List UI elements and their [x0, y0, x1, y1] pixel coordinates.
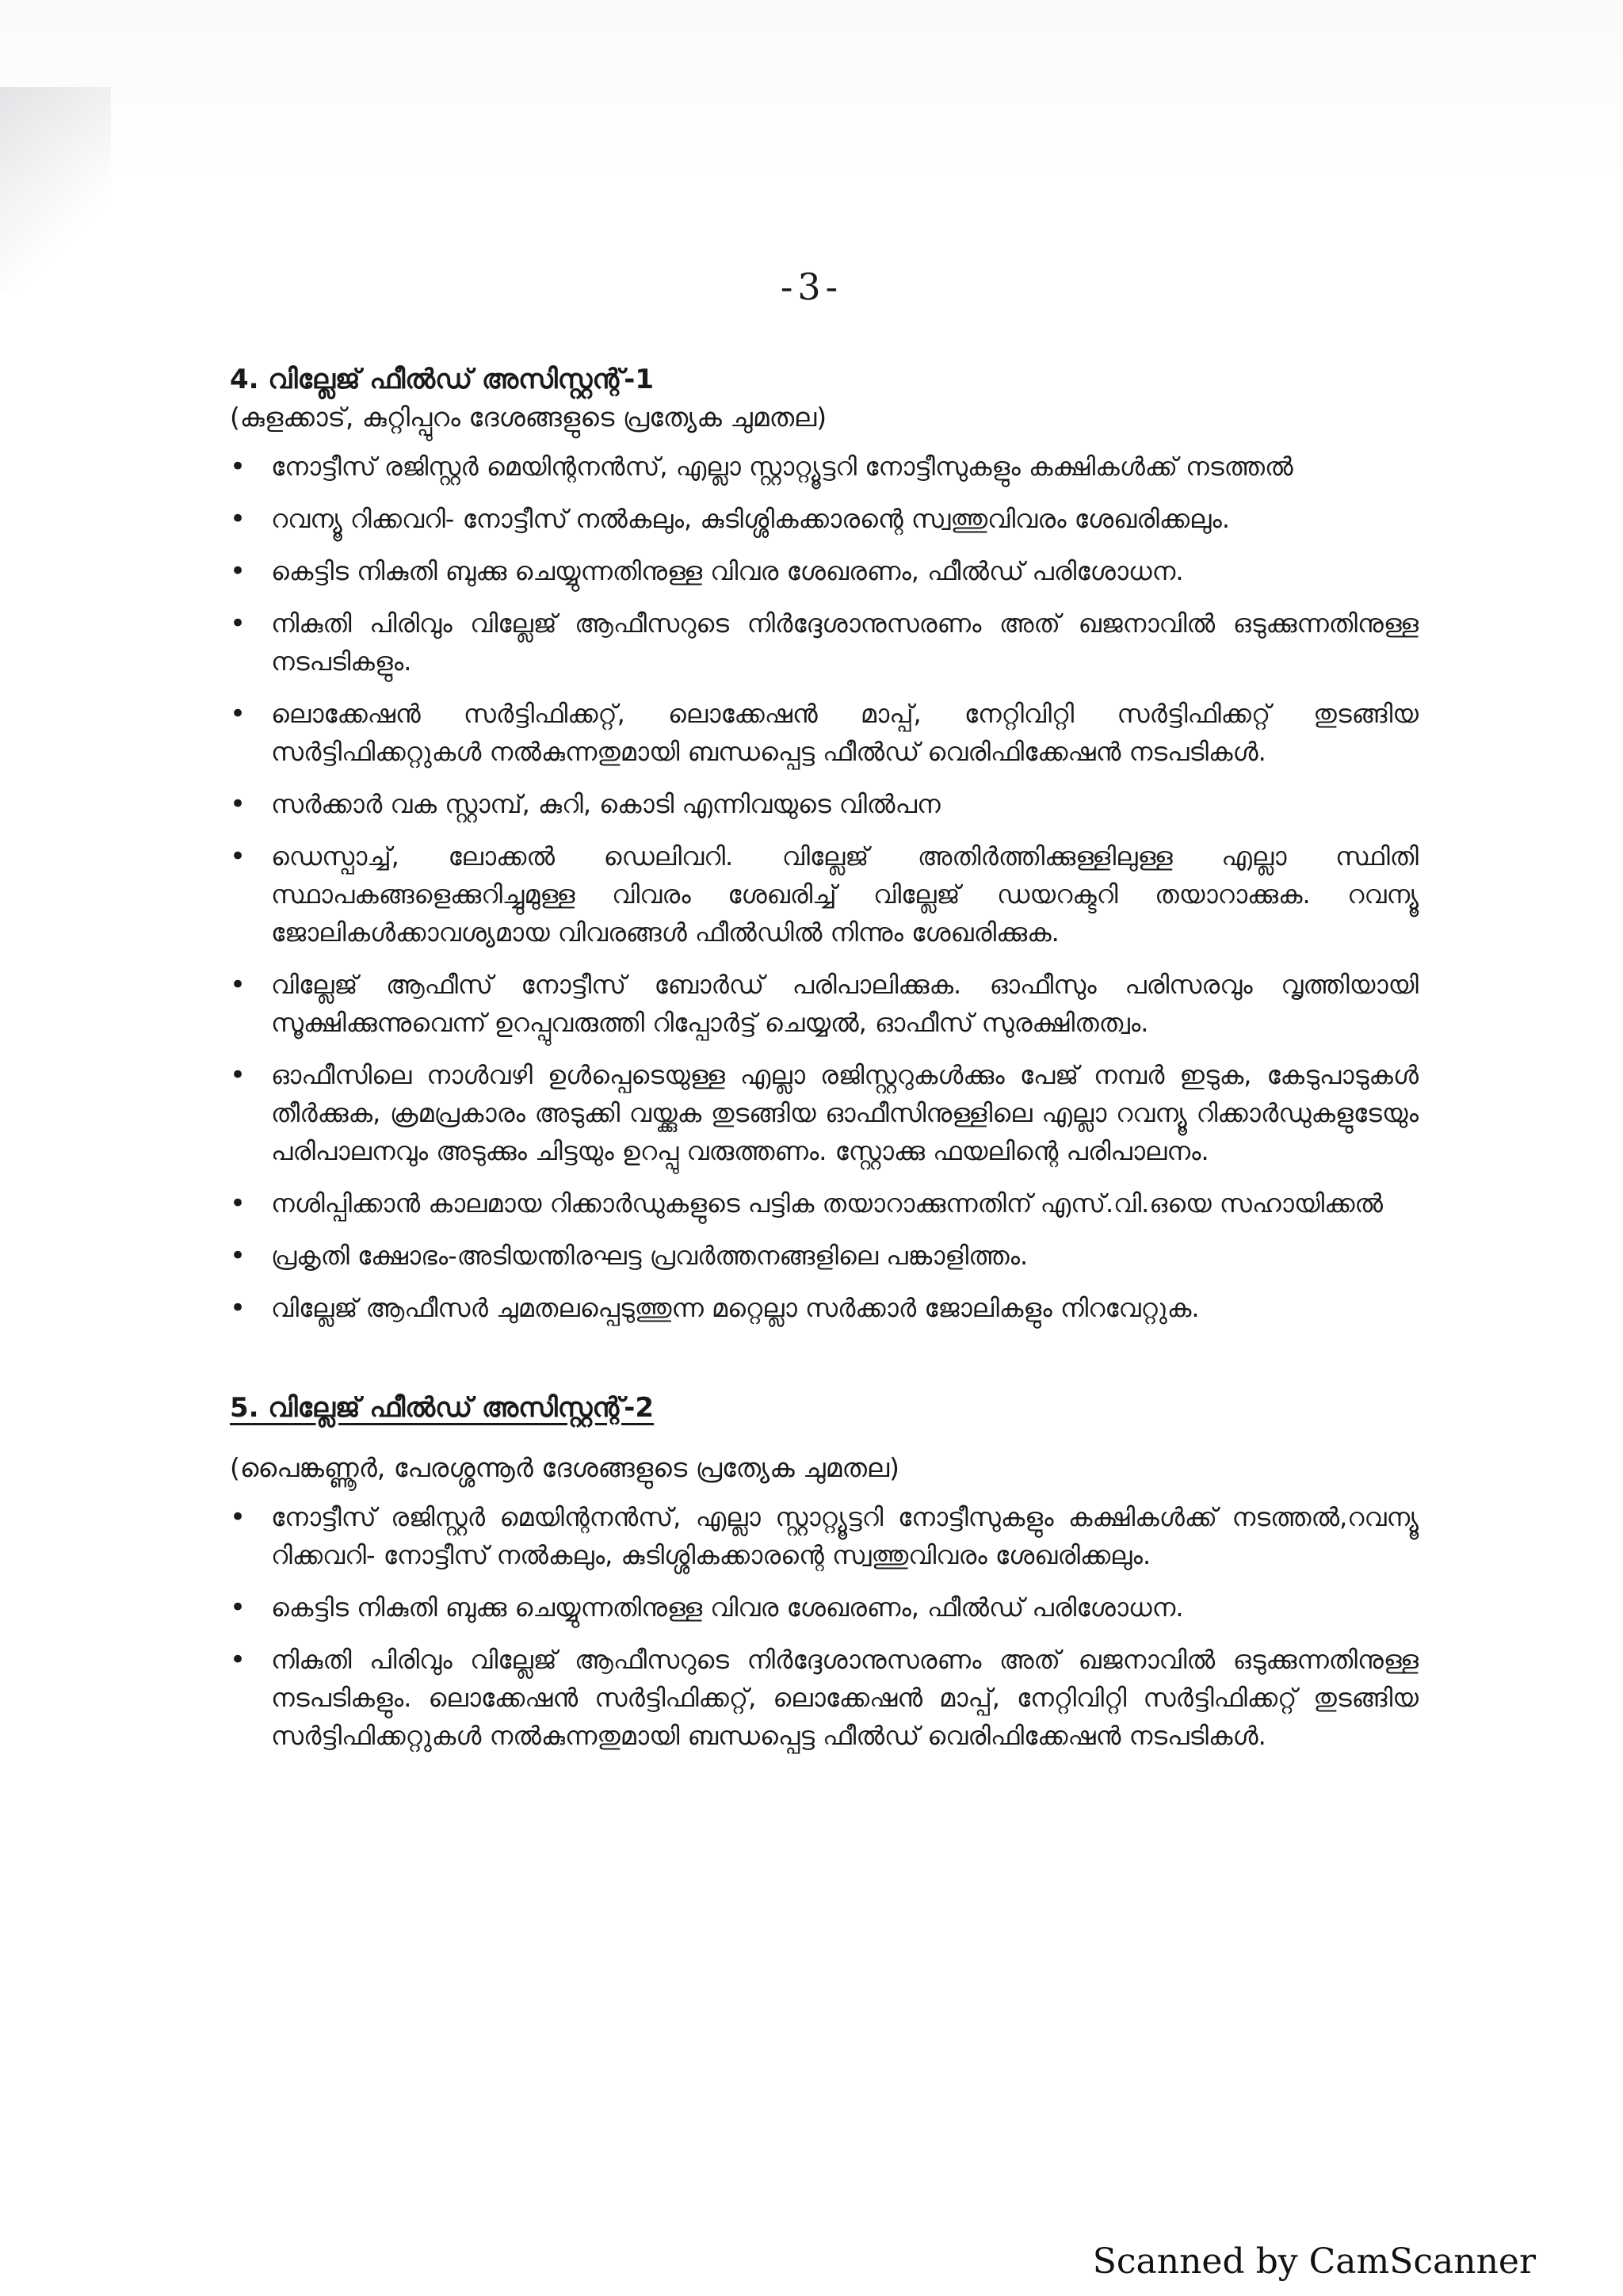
duty-list — [230, 448, 1419, 1327]
list-item — [230, 966, 1419, 1042]
list-item-text: നോട്ടീസ് രജിസ്റ്റർ മെയിന്റനൻസ്, എല്ലാ സ്റ്റാറ്റ്യൂട്ടറി നോട്ടീസുകളും കക്ഷികൾക്ക് നടത്തൽ — [271, 452, 1293, 482]
bullet-icon: • — [230, 1059, 246, 1091]
bullet-icon: • — [230, 1501, 246, 1533]
section-village-field-assistant-1 — [230, 360, 1419, 1327]
bullet-icon: • — [230, 1592, 246, 1623]
list-item-text: വില്ലേജ് ആഫീസർ ചുമതലപ്പെടുത്തുന്ന മറ്റെല്ലാ സർക്കാർ ജോലികളും നിറവേറ്റുക. — [271, 1293, 1200, 1323]
section-subtitle: (കുളക്കാട്, കുറ്റിപ്പുറം ദേശങ്ങളുടെ പ്രത്യേക ചുമതല) — [230, 402, 827, 433]
list-item — [230, 552, 1419, 590]
list-item-text: സർക്കാർ വക സ്റ്റാമ്പ്, കുറി, കൊടി എന്നിവയുടെ വിൽപന — [271, 789, 941, 819]
section-title: 5. വില്ലേജ് ഫീൽഡ് അസിസ്റ്റന്റ്-2 — [230, 1392, 655, 1424]
camscanner-watermark: Scanned by CamScanner — [1092, 2241, 1536, 2282]
list-item — [230, 1641, 1419, 1755]
bullet-icon: • — [230, 503, 246, 535]
list-item — [230, 500, 1419, 538]
list-item-text: നികുതി പിരിവും വില്ലേജ് ആഫീസറുടെ നിർദ്ദേശാനുസരണം അത് ഖജനാവിൽ ഒടുക്കുന്നതിനുള്ള നടപടികളും. — [271, 608, 1419, 677]
list-item-text: ഡെസ്പാച്ച്, ലോക്കൽ ഡെലിവറി. വില്ലേജ് അതിർത്തിക്കുള്ളിലുള്ള എല്ലാ സ്ഥിതി സ്ഥാപകങ്ങളെക്കുറിച്ചുമുള്ള വിവരം ശേഖരിച്ച് വില്ലേജ് ഡയറക്ടറി തയാറാക്കുക. റവന്യൂ ജോലികൾക്കാവശ്യമായ വിവരങ്ങൾ ഫീൽഡിൽ നിന്നും ശേഖരിക്കുക. — [271, 841, 1419, 948]
duty-list — [230, 1498, 1419, 1755]
bullet-icon: • — [230, 555, 246, 587]
list-item — [230, 1498, 1419, 1574]
bullet-icon: • — [230, 1644, 246, 1676]
bullet-icon: • — [230, 1188, 246, 1219]
bullet-icon: • — [230, 1292, 246, 1324]
list-item-text: നശിപ്പിക്കാൻ കാലമായ റിക്കാർഡുകളുടെ പട്ടിക തയാറാക്കുന്നതിന് എസ്.വി.ഒയെ സഹായിക്കൽ — [271, 1188, 1384, 1219]
list-item — [230, 1289, 1419, 1327]
list-item-text: പ്രകൃതി ക്ഷോഭം-അടിയന്തിരഘട്ട പ്രവർത്തനങ്ങളിലെ പങ്കാളിത്തം. — [271, 1241, 1029, 1271]
section-spacer — [230, 1341, 1419, 1389]
list-item — [230, 1056, 1419, 1170]
list-item — [230, 605, 1419, 681]
list-item-text: നോട്ടീസ് രജിസ്റ്റർ മെയിന്റനൻസ്, എല്ലാ സ്റ്റാറ്റ്യൂട്ടറി നോട്ടീസുകളും കക്ഷികൾക്ക് നടത്തൽ,റവന്യൂ റിക്കവറി- നോട്ടീസ് നൽകലും, കുടിശ്ശികക്കാരന്റെ സ്വത്തുവിവരം ശേഖരിക്കലും. — [271, 1502, 1419, 1570]
bullet-icon: • — [230, 788, 246, 820]
list-item — [230, 695, 1419, 771]
bullet-icon: • — [230, 969, 246, 1001]
bullet-icon: • — [230, 608, 246, 639]
section-subtitle: (പൈങ്കണ്ണൂർ, പേരശ്ശന്നൂർ ദേശങ്ങളുടെ പ്രത്യേക ചുമതല) — [230, 1452, 900, 1483]
bullet-icon: • — [230, 698, 246, 730]
list-item — [230, 837, 1419, 952]
list-item-text: കെട്ടിട നികുതി ബുക്കു ചെയ്യുന്നതിനുള്ള വിവര ശേഖരണം, ഫീൽഡ് പരിശോധന. — [271, 1592, 1184, 1623]
document-body — [230, 360, 1419, 1769]
page-number: -3- — [780, 265, 843, 308]
list-item-text: ലൊക്കേഷൻ സർട്ടിഫിക്കറ്റ്, ലൊക്കേഷൻ മാപ്പ്, നേറ്റിവിറ്റി സർട്ടിഫിക്കറ്റ് തുടങ്ങിയ സർട്ടിഫിക്കറ്റുകൾ നൽകുന്നതുമായി ബന്ധപ്പെട്ട ഫീൽഡ് വെരിഫിക്കേഷൻ നടപടികൾ. — [271, 699, 1419, 767]
list-item-text: ഓഫീസിലെ നാൾവഴി ഉൾപ്പെടെയുള്ള എല്ലാ രജിസ്റ്ററുകൾക്കും പേജ് നമ്പർ ഇടുക, കേടുപാടുകൾ തീർക്കുക, ക്രമപ്രകാരം അടുക്കി വയ്ക്കുക തുടങ്ങിയ ഓഫീസിനുള്ളിലെ എല്ലാ റവന്യൂ റിക്കാർഡുകളുടേയും പരിപാലനവും അടുക്കും ചിട്ടയും ഉറപ്പു വരുത്തണം. സ്റ്റോക്കു ഫയലിന്റെ പരിപാലനം. — [271, 1060, 1419, 1166]
section-title: 4. വില്ലേജ് ഫീൽഡ് അസിസ്റ്റന്റ്-1 — [230, 364, 655, 395]
bullet-icon: • — [230, 841, 246, 872]
list-item-text: കെട്ടിട നികുതി ബുക്കു ചെയ്യുന്നതിനുള്ള വിവര ശേഖരണം, ഫീൽഡ് പരിശോധന. — [271, 556, 1184, 586]
scan-edge-shadow — [0, 87, 111, 293]
section-village-field-assistant-2 — [230, 1389, 1419, 1755]
list-item-text: റവന്യൂ റിക്കവറി- നോട്ടീസ് നൽകലും, കുടിശ്ശികക്കാരന്റെ സ്വത്തുവിവരം ശേഖരിക്കലും. — [271, 504, 1231, 534]
list-item — [230, 1589, 1419, 1627]
subtitle-spacer — [230, 1427, 1419, 1449]
list-item — [230, 785, 1419, 823]
list-item — [230, 1184, 1419, 1222]
bullet-icon: • — [230, 451, 246, 482]
list-item-text: വില്ലേജ് ആഫീസ് നോട്ടീസ് ബോർഡ് പരിപാലിക്കുക. ഓഫീസും പരിസരവും വൃത്തിയായി സൂക്ഷിക്കുന്നുവെന്ന് ഉറപ്പുവരുത്തി റിപ്പോർട്ട് ചെയ്യൽ, ഓഫീസ് സുരക്ഷിതത്വം. — [271, 970, 1419, 1038]
list-item — [230, 1237, 1419, 1275]
bullet-icon: • — [230, 1240, 246, 1272]
list-item — [230, 448, 1419, 486]
list-item-text: നികുതി പിരിവും വില്ലേജ് ആഫീസറുടെ നിർദ്ദേശാനുസരണം അത് ഖജനാവിൽ ഒടുക്കുന്നതിനുള്ള നടപടികളും. ലൊക്കേഷൻ സർട്ടിഫിക്കറ്റ്, ലൊക്കേഷൻ മാപ്പ്, നേറ്റിവിറ്റി സർട്ടിഫിക്കറ്റ് തുടങ്ങിയ സർട്ടിഫിക്കറ്റുകൾ നൽകുന്നതുമായി ബന്ധപ്പെട്ട ഫീൽഡ് വെരിഫിക്കേഷൻ നടപടികൾ. — [271, 1645, 1419, 1751]
